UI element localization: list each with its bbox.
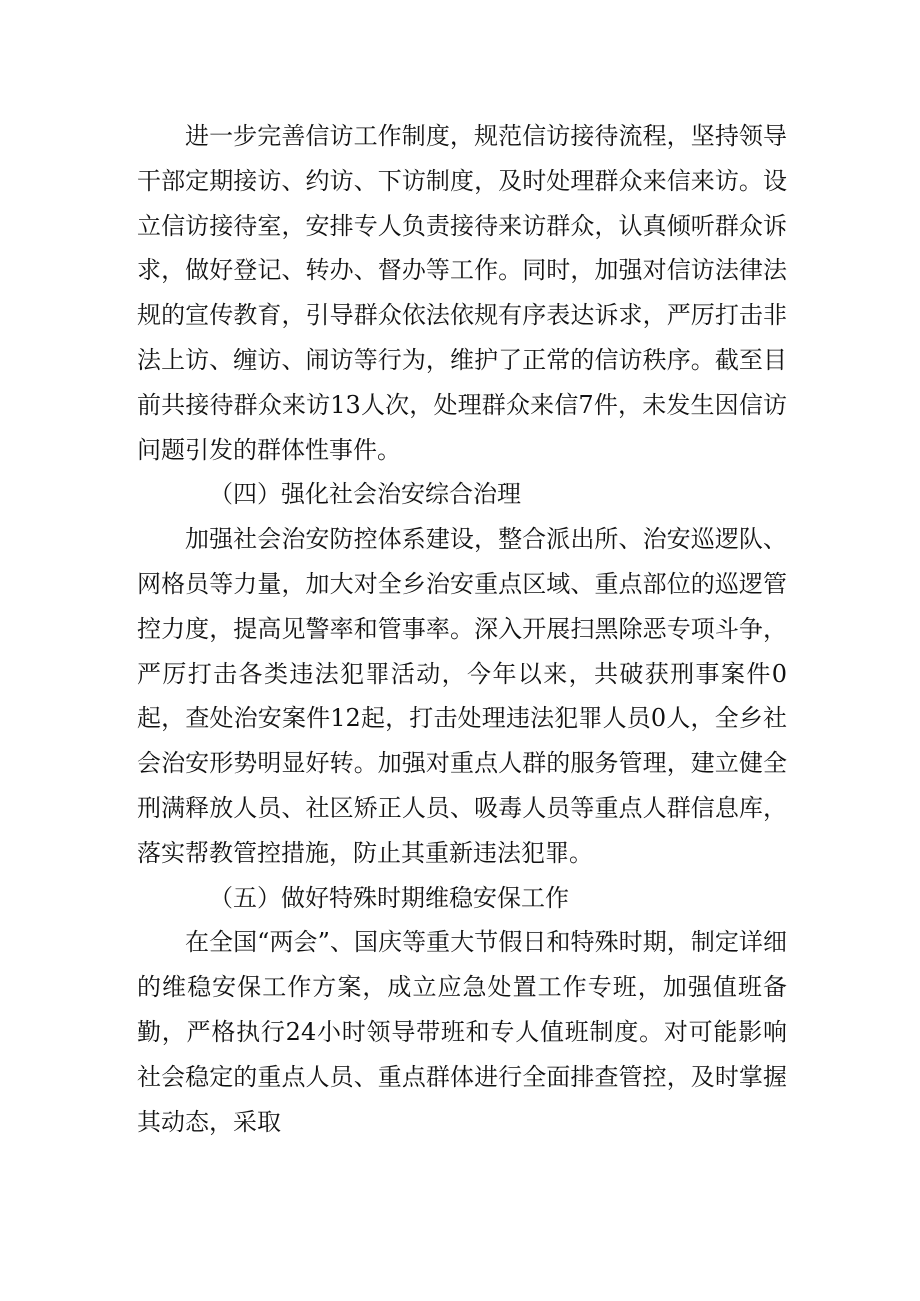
paragraph-public-security: 加强社会治安防控体系建设，整合派出所、治安巡逻队、网格员等力量，加大对全乡治安重点区域、重点部位的巡逻管控力度，提高见警率和管事率。深入开展扫黑除恶专项斗争，严厉打击各类违法犯罪活动，今年以来，共破获刑事案件0起，查处治安案件12起，打击处理违法犯罪人员0人，全乡社会治安形势明显好转。加强对重点人群的服务管理，建立健全刑满释放人员、社区矫正人员、吸毒人员等重点人群信息库，落实帮教管控措施，防止其重新违法犯罪。 bbox=[137, 525, 787, 867]
paragraph-petition-work: 进一步完善信访工作制度，规范信访接待流程，坚持领导干部定期接访、约访、下访制度，及时处理群众来信来访。设立信访接待室，安排专人负责接待来访群众，认真倾听群众诉求，做好登记、转办、督办等工作。同时，加强对信访法律法规的宣传教育，引导群众依法依规有序表达诉求，严厉打击非法上访、缠访、闹访等行为，维护了正常的信访秩序。截至目前共接待群众来访13人次，处理群众来信7件，未发生因信访问题引发的群体性事件。 bbox=[137, 122, 787, 464]
section-heading-4: （四）强化社会治安综合治理 bbox=[209, 480, 521, 509]
paragraph-special-period: 在全国“两会”、国庆等重大节假日和特殊时期，制定详细的维稳安保工作方案，成立应急处置工作专班，加强值班备勤，严格执行24小时领导带班和专人值班制度。对可能影响社会稳定的重点人员、重点群体进行全面排查管控，及时掌握其动态，采取 bbox=[137, 928, 787, 1136]
section-heading-5: （五）做好特殊时期维稳安保工作 bbox=[209, 883, 569, 912]
document-page bbox=[137, 114, 787, 1144]
